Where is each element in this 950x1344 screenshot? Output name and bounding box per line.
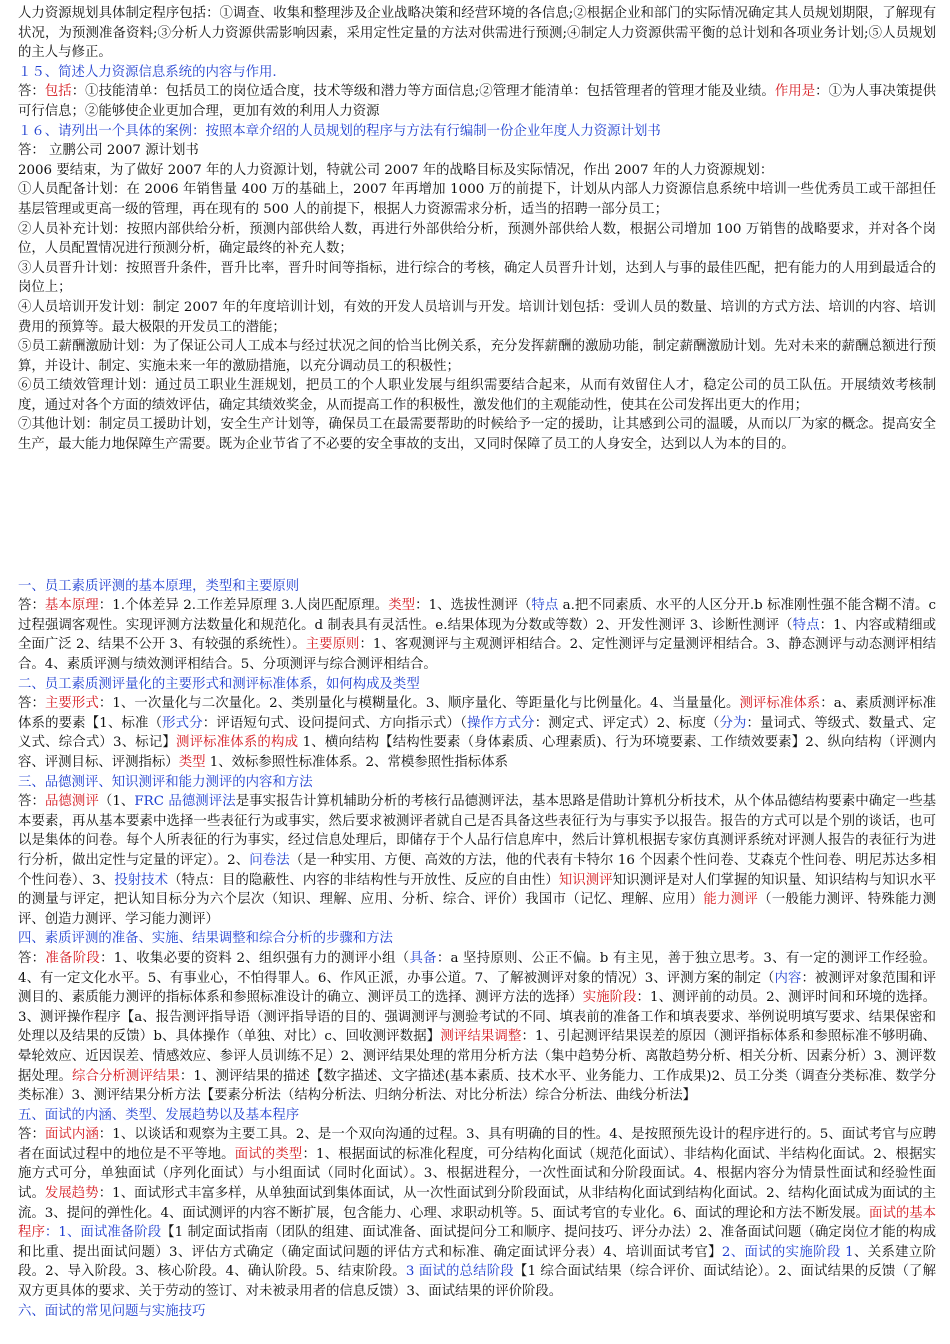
section-heading xyxy=(18,63,936,83)
section-heading xyxy=(18,1302,936,1322)
section-heading xyxy=(18,1106,936,1126)
highlight-term: 基本原理 xyxy=(44,598,99,614)
body-paragraph xyxy=(18,949,936,1106)
text-run: 人力资源规划具体制定程序包括：①调查、收集和整理涉及企业战略决策和经营环境的各信息;②根据企业和部门的实际情况确定其人员规划期限，了解现有状况，为预测准备资料;③分析人力资源供需影响因素，采用定性定量的方法对供需进行预测;④制定人力资源供需平衡的总计划和各项业务计划;⑤人员规划的主人与修正。 xyxy=(18,6,936,61)
body-paragraph xyxy=(18,1125,936,1301)
body-paragraph xyxy=(18,82,936,121)
text-run: 答： 立鹏公司 2007 源计划书 xyxy=(18,143,199,159)
blue-term: 操作方式分 xyxy=(466,715,535,731)
body-paragraph xyxy=(18,141,936,161)
highlight-term: 面试的类型 xyxy=(234,1146,303,1162)
highlight-term: 测评标准体系 xyxy=(739,696,821,712)
text-run: ：a 坚持原则、公正不偏。b 有主见，善于独立思考。3、有一定的测评工作经验。4、有一定文化水平。5、有事业心，不怕得罪人。6、作风正派，办事公道。7、了解被测评对象的情况）3、评测方案的制定（ xyxy=(18,950,937,986)
highlight-term: 类型 xyxy=(388,598,416,614)
blank-gap xyxy=(18,455,936,577)
highlight-term: 主要原则 xyxy=(305,637,360,653)
highlight-term: 发展趋势 xyxy=(44,1186,99,1202)
section-heading xyxy=(18,773,936,793)
text-run: （一般能力测评、特殊能力测评、创造力测评、学习能力测评） xyxy=(18,892,937,927)
text-run: ：①为人事决策提供可行信息；②能够使企业更加合理，更加有效的利用人力资源 xyxy=(18,84,937,119)
text-run: 六、面试的常见问题与实施技巧 xyxy=(18,1303,206,1319)
text-run: 四、素质评测的准备、实施、结果调整和综合分析的步骤和方法 xyxy=(18,931,393,947)
text-run: ：1、测评前的动员。2、测评时间和环境的选择。3、测评操作程序【a、报告测评指导语（测评指导语的目的、强调测评与测验考试的不同、填表前的准备工作和填表要求、举例说明填写要求、结果保密和处理以及结果的反馈）b、具体操作（单独、对比）c、回收测评数据】 xyxy=(18,990,937,1045)
text-run: ：1、选拔性测评（ xyxy=(415,598,532,614)
highlight-term: 品德测评 xyxy=(44,794,99,810)
text-run: ：1、以谈话和观察为主要工具。2、是一个双向沟通的过程。3、具有明确的目的性。4、是按照预先设计的程序进行的。5、面试考官与应聘者在面试过程中的地位是不平等地。 xyxy=(18,1127,937,1162)
text-run: 【1 综合面试结果（综合评价、面试结论）。2、面试结果的反馈（了解双方更具体的要求、关于劳动的签订、对未被录用者的信息反馈）3、面试结果的评价阶段。 xyxy=(18,1264,936,1300)
text-run: ：1.个体差异 2.工作差异原理 3.人岗匹配原理。 xyxy=(98,598,389,614)
highlight-term: 综合分析测评结果 xyxy=(71,1068,180,1084)
text-run: 【1 制定面试指南（团队的组建、面试准备、面试提问分工和顺序、提问技巧、评分办法）2、准备面试问题（确定岗位才能的构成和比重、提出面试问题）3、评估方式确定（确定面试问题的评估方式和标准、确定面试评分表）4、培训面试考官】 xyxy=(18,1225,937,1260)
highlight-term: 测评标准体系的构成 xyxy=(176,735,299,751)
blue-term: 具备 xyxy=(409,950,437,966)
text-run: ：被测评对象范围和评测目的、素质能力测评的指标体系和参照标准设计的确立、测评员工的选择、测评方法的选择） xyxy=(18,970,937,1006)
text-run: 三、品德测评、知识测评和能力测评的内容和方法 xyxy=(18,774,313,790)
blue-term: 3 面试的总结阶段 xyxy=(405,1264,514,1280)
text-run: 是事实报告计算机辅助分析的考核行品德测评法，基本思路是借助计算机分析技术，从个体品德结构要素中确定一些基本要素，再从基本要素中选择一些表征行为或事实，然后要求被测评者就自己是否具备这些表征行为与事实予以报告。报告的方式可以是个别的谈话，也可以是集体的问卷。每个人所表征的行为事实，经过信息处理后，即储存于个人品行信息库中，然后计算机根据专家仿真测评系统对评测人报告的表征行为进行分析，做出定性与定量的评定）。2、 xyxy=(18,794,937,868)
text-run: ：a、素质测评标准体系的要素【1、标准（ xyxy=(18,696,937,731)
text-run: 答： xyxy=(18,696,45,712)
blue-term: ：1、面试准备阶段 xyxy=(44,1225,162,1241)
body-paragraph xyxy=(18,259,936,298)
text-run: 五、面试的内涵、类型、发展趋势以及基本程序 xyxy=(18,1107,300,1123)
text-run: 二、员工素质测评量化的主要形式和测评标准体系，如何构成及类型 xyxy=(18,676,420,692)
text-run: 1、效标参照性标准体系。2、常模参照性指标体系 xyxy=(205,755,508,770)
text-run: ③人员晋升计划：按照晋升条件，晋升比率，晋升时间等指标，进行综合的考核，确定人员晋升计划，达到人与事的最佳匹配，把有能力的人用到最适合的岗位上； xyxy=(18,260,936,296)
blue-term: 分为 xyxy=(719,715,747,731)
text-run: （特点：目的隐蔽性、内容的非结构性与开放性、反应的自由性） xyxy=(168,872,559,888)
body-paragraph xyxy=(18,298,936,337)
body-paragraph xyxy=(18,415,936,454)
highlight-term: 知识测评 xyxy=(558,872,613,888)
highlight-term: 主要形式 xyxy=(44,696,99,712)
text-run: ：1、根据面试的标准化程度，可分结构化面试（规范化面试）、非结构化面试、半结构化面试。2、根据实施方式可分，单独面试（序列化面试）与小组面试（同时化面试）。3、根据进程分，一次性面试和分阶段面试。4、根据内容分为情景性面试和经验性面试。 xyxy=(18,1146,937,1202)
text-run: ：1、收集必要的资料 2、组织强有力的测评小组（ xyxy=(100,950,410,966)
text-run: ：①技能清单：包括员工的岗位适合度，技术等级和潜力等方面信息;②管理才能清单：包括管理者的管理才能及业绩。 xyxy=(71,84,775,100)
blue-term: 2、面试的实施阶段 1 xyxy=(721,1244,854,1260)
blue-term: 投射技术 xyxy=(114,872,169,888)
text-run: ②人员补充计划：按照内部供给分析，预测内部供给人数，再进行外部供给分析，预测外部供给人数，根据公司增加 100 万销售的战略要求，并对各个岗位，人员配置情况进行预测分析，确定最终的补充人数； xyxy=(18,221,936,257)
text-run: ：1、面试形式丰富多样，从单独面试到集体面试，从一次性面试到分阶段面试，从非结构化面试到结构化面试。2、结构化面试成为面试的主流。3、提问的弹性化。4、面试测评的内容不断扩展，包含能力、心理、求职动机等。5、面试考官的专业化。6、面试的理论和方法不断发展。 xyxy=(18,1186,937,1221)
highlight-term: 包括 xyxy=(44,84,72,100)
highlight-term: 准备阶段 xyxy=(45,950,101,966)
text-run: ：1、一次量化与二次量化。2、类别量化与模糊量化。3、顺序量化、等距量化与比例量化。4、当量量化。 xyxy=(98,696,740,712)
section-heading xyxy=(18,675,936,695)
text-run: 答： xyxy=(18,598,45,614)
section-heading xyxy=(18,577,936,597)
highlight-term: 类型 xyxy=(178,755,206,770)
text-run: ⑦其他计划：制定员工援助计划，安全生产计划等，确保员工在最需要帮助的时候给予一定的援助，让其感到公司的温暖，从而以厂为家的概念。提高安全生产，最大能力地保障生产需要。既为企业节省了不必要的安全事故的支出，又同时保障了员工的人身安全，达到以人为本的目的。 xyxy=(18,417,936,453)
body-paragraph xyxy=(18,4,936,63)
text-run: １６、请列出一个具体的案例：按照本章介绍的人员规划的程序与方法有行编制一份企业年度人力资源计划书 xyxy=(18,123,661,139)
blue-term: 特点 xyxy=(531,598,559,614)
body-paragraph xyxy=(18,376,936,415)
text-run: ⑤员工薪酬激励计划：为了保证公司人工成本与经过状况之间的恰当比例关系，充分发挥薪酬的激励功能，制定薪酬激励计划。先对未来的薪酬总额进行预算，并设计、制定、实施未来一年的激励措施，以充分调动员工的积极性； xyxy=(18,339,936,374)
text-run: ：量词式、等级式、数量式、定义式、综合式）3、标记】 xyxy=(18,715,936,751)
section-heading xyxy=(18,929,936,949)
text-run: ：1、客观测评与主观测评相结合。2、定性测评与定量测评相结合。3、静态测评与动态测评相结合。4、素质评测与绩效测评相结合。5、分项测评与综合测评相结合。 xyxy=(18,637,937,673)
text-run: ：评语短句式、设问提问式、方向指示式）（ xyxy=(202,715,467,731)
text-run: ⑥员工绩效管理计划：通过员工职业生涯规划，把员工的个人职业发展与组织需要结合起来，从而有效留住人才，稳定公司的员工队伍。开展绩效考核制度，通过对各个方面的绩效评估，确定其绩效奖金，从而提高工作的积极性，激发他们的主观能动性，使其在公司发挥出更大的作用； xyxy=(18,378,936,413)
text-run: 答： xyxy=(18,1127,45,1143)
text-run: ：1、引起测评结果误差的原因（测评指标体系和参照标准不够明确、晕轮效应、近因误差、情感效应、参评人员训练不足）2、测评结果处理的常用分析方法（集中趋势分析、离散趋势分析、相关分析、因素分析）3、测评数据处理。 xyxy=(18,1029,936,1084)
text-run: 答： xyxy=(18,950,46,966)
text-run: a.把不同素质、水平的人区分开.b 标准刚性强不能含糊不清。c 过程强调客观性。实现评测方法数量化和规范化。d 制表具有灵活性。e.结果体现为分数或等数）2、开发性测评 3、诊断性测评（ xyxy=(18,598,937,633)
highlight-term: 作用是 xyxy=(774,84,816,100)
body-paragraph xyxy=(18,161,936,181)
body-paragraph xyxy=(18,180,936,219)
highlight-term: 测评结果调整 xyxy=(440,1029,522,1045)
body-paragraph xyxy=(18,792,936,929)
blue-term: FRC 品德测评法 xyxy=(134,794,236,810)
text-run: ：1、内容或精细或全面广泛 2、结果不公开 3、有较强的系统性）。 xyxy=(18,617,936,653)
body-paragraph xyxy=(18,220,936,259)
body-paragraph xyxy=(18,337,936,376)
blue-term: 形式分 xyxy=(162,715,203,731)
text-run: 1、横向结构【结构性要素（身体素质、心理素质)、行为环境要素、工作绩效要素】2、纵向结构（评测内容、评测目标、评测指标） xyxy=(18,735,936,770)
text-run: ：测定式、评定式）2、标度（ xyxy=(534,715,720,731)
blue-term: 特点 xyxy=(792,617,820,633)
highlight-term: 面试内涵 xyxy=(44,1127,99,1143)
highlight-term: 能力测评 xyxy=(703,892,759,908)
body-paragraph xyxy=(18,596,936,674)
text-run: 、关系建立阶段。2、导入阶段。3、核心阶段。4、确认阶段。5、结束阶段。 xyxy=(18,1244,937,1280)
text-run: （是一种实用、方便、高效的方法，他的代表有卡特尔 16 个因素个性问卷、艾森克个性问卷、明尼苏达多相个性问卷）、3、 xyxy=(18,852,937,888)
text-run: 2006 要结束，为了做好 2007 年的人力资源计划，特就公司 2007 年的战略目标及实际情况，作出 2007 年的人力资源规划： xyxy=(18,162,774,178)
text-run: 知识测评是对人们掌握的知识量、知识结构与知识水平的测量与评定，把认知目标分为六个层次（知识、理解、应用、分析、综合、评价）我国市（记忆、理解、应用） xyxy=(18,872,937,908)
text-run: 答： xyxy=(18,794,45,810)
text-run: （1、 xyxy=(98,794,135,810)
text-run: ④人员培训开发计划：制定 2007 年的年度培训计划，有效的开发人员培训与开发。培训计划包括：受训人员的数量、培训的方式方法、培训的内容、培训费用的预算等。最大极限的开发员工的潜能； xyxy=(18,299,936,335)
highlight-term: 面试的基本程序 xyxy=(18,1205,937,1241)
text-run: 一、员工素质评测的基本原理，类型和主要原则 xyxy=(18,578,300,594)
blue-term: 内容 xyxy=(774,970,802,986)
text-run: ：1、测评结果的描述【数字描述、文字描述(基本素质、技术水平、业务能力、工作成果)2、员工分类（调查分类标准、数学分类标准）3、测评结果分析方法【要素分析法（结构分析法、归纳分析法、对比分析法）综合分析法、曲线分析法】 xyxy=(18,1068,937,1104)
highlight-term: 实施阶段 xyxy=(582,990,637,1006)
text-run: 答： xyxy=(18,84,45,100)
section-heading xyxy=(18,122,936,142)
body-paragraph xyxy=(18,694,936,772)
text-run: １５、简述人力资源信息系统的内容与作用. xyxy=(18,64,277,80)
blue-term: 问卷法 xyxy=(249,852,290,868)
text-run: ①人员配备计划：在 2006 年销售量 400 万的基础上，2007 年再增加 1000 万的前提下，计划从内部人力资源信息系统中培训一些优秀员工或干部担任基层管理或更高一级的管理，再在现有的 500 人的前提下，根据人力资源需求分析，适当的招聘一部分员工； xyxy=(18,182,936,217)
